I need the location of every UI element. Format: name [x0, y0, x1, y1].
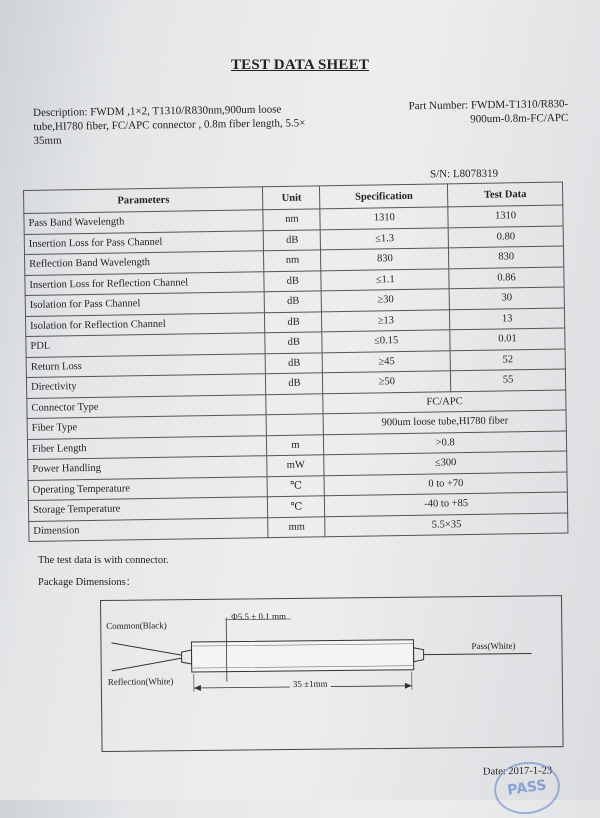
value-cell: ≤300: [324, 451, 567, 475]
param-cell: Operating Temperature: [28, 476, 268, 500]
unit-cell: nm: [264, 250, 321, 271]
header-unit: Unit: [263, 186, 320, 210]
param-cell: Pass Band Wavelength: [24, 210, 264, 234]
unit-cell: dB: [264, 270, 321, 291]
spec-cell: ≤1.3: [321, 227, 449, 250]
value-cell: >0.8: [324, 430, 567, 454]
param-cell: Insertion Loss for Pass Channel: [24, 230, 264, 254]
header-specification: Specification: [320, 184, 448, 209]
value-cell: 5.5×35: [325, 512, 568, 536]
unit-cell: dB: [265, 311, 322, 332]
package-diagram-drawing: [101, 596, 563, 751]
diameter-label: Φ5.5 ± 0.1 mm: [231, 611, 286, 622]
test-data-cell: 830: [449, 246, 564, 268]
param-cell: Fiber Length: [27, 435, 267, 459]
unit-cell: nm: [263, 209, 320, 230]
unit-cell: dB: [264, 229, 321, 250]
unit-cell: mW: [267, 455, 324, 476]
reflection-white-label: Reflection(White): [108, 676, 174, 687]
unit-cell: dB: [266, 373, 323, 394]
common-fiber-line: [111, 642, 181, 656]
package-dimensions-label: Package Dimensions：: [38, 574, 136, 589]
unit-cell: dB: [266, 352, 323, 373]
test-data-cell: 55: [451, 369, 566, 391]
unit-cell: dB: [265, 291, 322, 312]
test-data-cell: 30: [449, 287, 564, 309]
unit-cell: [267, 414, 324, 435]
value-cell: FC/APC: [323, 390, 566, 414]
test-data-cell: 1310: [448, 205, 563, 227]
param-cell: Power Handling: [28, 456, 268, 480]
serial-number: S/N: L8078319: [430, 168, 498, 181]
parameters-table-wrap: [23, 182, 568, 542]
param-cell: Insertion Loss for Reflection Channel: [25, 271, 265, 295]
spec-cell: ≥13: [322, 309, 450, 332]
pass-stamp: PASS: [491, 758, 564, 818]
test-data-cell: 0.01: [450, 328, 565, 350]
spec-cell: 830: [321, 248, 449, 271]
unit-cell: mm: [268, 516, 325, 537]
test-data-cell: 0.80: [448, 226, 563, 248]
param-cell: Directivity: [26, 374, 266, 398]
length-label: 35 ±1mm: [290, 679, 331, 689]
header-parameters: Parameters: [24, 187, 264, 214]
spec-cell: ≥30: [322, 289, 450, 312]
unit-cell: dB: [265, 332, 322, 353]
description: Description: FWDM ,1×2, T1310/R830nm,900um loose tube,HI780 fiber, FC/APC connector , 0.8m fiber length, 5.5× 35mm: [33, 102, 324, 148]
pass-fiber-line: [424, 653, 532, 654]
value-cell: 900um loose tube,HI780 fiber: [323, 410, 566, 434]
param-cell: PDL: [26, 333, 266, 357]
param-cell: Connector Type: [27, 394, 267, 418]
value-cell: 0 to +70: [324, 471, 567, 495]
spec-cell: 1310: [320, 207, 448, 230]
common-black-label: Common(Black): [106, 620, 167, 631]
reflection-fiber-line: [112, 658, 182, 671]
param-cell: Isolation for Reflection Channel: [25, 312, 265, 336]
part-number: Part Number: FWDM-T1310/R830- 900um-0.8m-FC/APC: [388, 97, 568, 128]
left-taper: [182, 650, 192, 664]
param-cell: Isolation for Pass Channel: [25, 292, 265, 316]
header-test-data: Test Data: [448, 182, 563, 207]
param-cell: Dimension: [29, 517, 269, 541]
package-diagram: [100, 595, 564, 752]
connector-note: The test data is with connector.: [38, 555, 169, 566]
unit-cell: ℃: [268, 475, 325, 496]
test-data-cell: 13: [450, 308, 565, 330]
spec-cell: ≤1.1: [321, 268, 449, 291]
page-title: TEST DATA SHEET: [0, 57, 600, 74]
param-cell: Fiber Type: [27, 415, 267, 439]
spec-cell: ≥45: [322, 350, 450, 373]
spec-cell: ≥50: [323, 371, 451, 394]
param-cell: Storage Temperature: [28, 497, 268, 521]
value-cell: -40 to +85: [325, 492, 568, 516]
unit-cell: ℃: [268, 496, 325, 517]
test-data-cell: 52: [450, 349, 565, 371]
date: Date: 2017-1-23: [483, 765, 552, 777]
param-cell: Reflection Band Wavelength: [25, 251, 265, 275]
test-data-cell: 0.86: [449, 267, 564, 289]
unit-cell: m: [267, 434, 324, 455]
unit-cell: [266, 393, 323, 414]
device-body: [191, 640, 413, 672]
spec-cell: ≤0.15: [322, 330, 450, 353]
parameters-table: [23, 182, 568, 542]
right-taper: [414, 648, 424, 662]
pass-white-label: Pass(White): [471, 641, 515, 651]
param-cell: Return Loss: [26, 353, 266, 377]
